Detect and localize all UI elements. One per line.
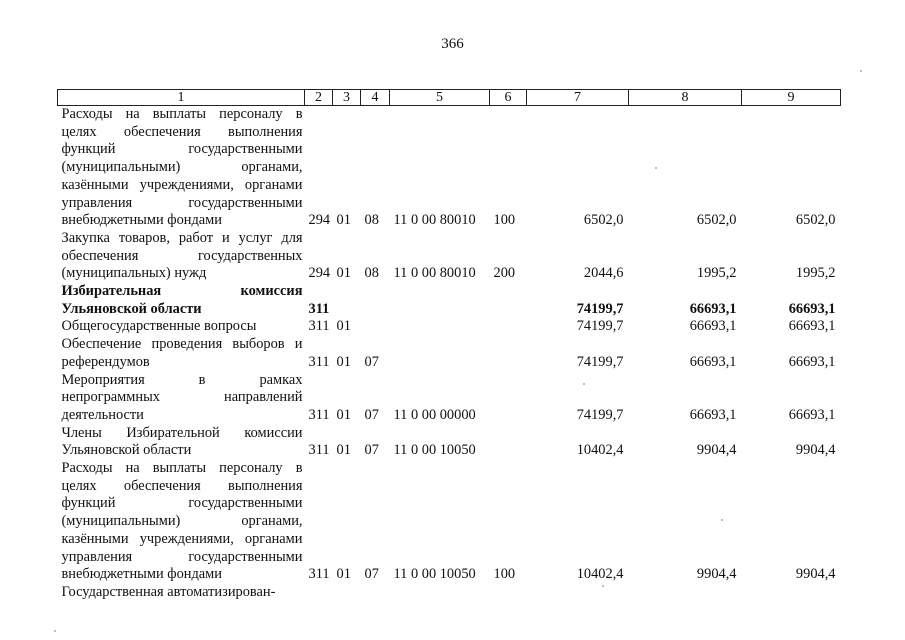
scan-speck bbox=[583, 383, 585, 385]
cell-col-7: 2044,6 bbox=[583, 265, 624, 282]
scan-speck bbox=[602, 585, 604, 587]
cell-col-2: 294 bbox=[308, 265, 331, 282]
cell-col-9: 9904,4 bbox=[795, 442, 836, 459]
cell-col-8: 9904,4 bbox=[696, 566, 737, 583]
header-row bbox=[58, 90, 841, 106]
table-body bbox=[58, 106, 841, 602]
cell-col-5: 11 0 00 80010 bbox=[393, 212, 476, 229]
cell-col-7: 6502,0 bbox=[583, 212, 624, 229]
cell-col-5: 11 0 00 10050 bbox=[393, 442, 476, 459]
row-description: Закупка товаров, работ и услуг для обеспечения государственных (муниципальных) нужд bbox=[61, 229, 303, 282]
cell-col-6: 100 bbox=[493, 212, 516, 229]
cell-col-2: 294 bbox=[308, 212, 331, 229]
cell-col-2: 311 bbox=[308, 318, 330, 335]
cell-col-9: 66693,1 bbox=[788, 406, 836, 423]
cell-col-7: 74199,7 bbox=[576, 318, 624, 335]
cell-col-9: 1995,2 bbox=[795, 265, 836, 282]
cell-col-6 bbox=[490, 283, 527, 318]
row-description: Члены Избирательной комиссии Ульяновской области bbox=[61, 424, 303, 459]
row-description: Государственная автоматизирован- bbox=[61, 583, 276, 600]
cell-col-2 bbox=[305, 584, 333, 602]
cell-col-3: 01 bbox=[336, 406, 351, 423]
cell-col-8: 9904,4 bbox=[696, 442, 737, 459]
cell-col-3: 01 bbox=[336, 265, 351, 282]
budget-table bbox=[57, 89, 841, 602]
row-description: Общегосударственные вопросы bbox=[61, 318, 257, 335]
table-row bbox=[58, 230, 841, 283]
cell-col-8: 66693,1 bbox=[689, 406, 737, 423]
cell-col-9: 66693,1 bbox=[788, 300, 836, 317]
column-header-3: 3 bbox=[333, 90, 361, 106]
scan-speck bbox=[860, 70, 862, 72]
cell-col-9: 9904,4 bbox=[795, 566, 836, 583]
cell-col-7: 10402,4 bbox=[576, 566, 624, 583]
scan-speck bbox=[721, 519, 723, 521]
cell-col-5 bbox=[390, 584, 490, 602]
page-number: 366 bbox=[441, 36, 464, 52]
cell-col-5: 11 0 00 00000 bbox=[393, 406, 476, 423]
cell-col-7: 10402,4 bbox=[576, 442, 624, 459]
cell-col-4: 07 bbox=[364, 353, 379, 370]
cell-col-2: 311 bbox=[308, 353, 330, 370]
row-description: Расходы на выплаты персоналу в целях обеспечения выполнения функций государственными (муниципальными) органами, казёнными учреждениями, органами управления государственными внебюджетными фондами bbox=[61, 460, 303, 583]
cell-col-7: 74199,7 bbox=[576, 353, 624, 370]
cell-col-3: 01 bbox=[336, 353, 351, 370]
table-row bbox=[58, 372, 841, 425]
cell-col-6 bbox=[490, 318, 527, 336]
cell-col-2: 311 bbox=[308, 566, 330, 583]
row-description: Мероприятия в рамках непрограммных направлений деятельности bbox=[61, 371, 303, 423]
cell-col-9: 6502,0 bbox=[795, 212, 836, 229]
cell-col-2: 311 bbox=[308, 442, 330, 459]
cell-col-4: 08 bbox=[364, 212, 379, 229]
cell-col-4: 07 bbox=[364, 566, 379, 583]
cell-col-7: 74199,7 bbox=[576, 406, 624, 423]
column-header-8: 8 bbox=[629, 90, 742, 106]
cell-col-4 bbox=[361, 283, 390, 318]
cell-col-6 bbox=[490, 372, 527, 425]
table-row bbox=[58, 460, 841, 584]
cell-col-3: 01 bbox=[336, 212, 351, 229]
cell-col-5: 11 0 00 80010 bbox=[393, 265, 476, 282]
cell-col-9 bbox=[742, 584, 841, 602]
row-description: Обеспечение проведения выборов и референдумов bbox=[61, 336, 303, 370]
table-row bbox=[58, 425, 841, 460]
scan-speck bbox=[655, 167, 657, 169]
table-row bbox=[58, 283, 841, 318]
table-row bbox=[58, 106, 841, 230]
cell-col-8: 1995,2 bbox=[696, 265, 737, 282]
column-header-2: 2 bbox=[305, 90, 333, 106]
cell-col-5 bbox=[390, 336, 490, 371]
cell-col-5: 11 0 00 10050 bbox=[393, 566, 476, 583]
column-header-5: 5 bbox=[390, 90, 490, 106]
cell-col-5 bbox=[390, 318, 490, 336]
cell-col-9: 66693,1 bbox=[788, 318, 836, 335]
cell-col-8: 6502,0 bbox=[696, 212, 737, 229]
cell-col-4: 08 bbox=[364, 265, 379, 282]
column-header-7: 7 bbox=[527, 90, 629, 106]
cell-col-6: 200 bbox=[493, 265, 516, 282]
cell-col-4: 07 bbox=[364, 406, 379, 423]
table-row bbox=[58, 336, 841, 371]
cell-col-3: 01 bbox=[336, 566, 351, 583]
cell-col-6 bbox=[490, 584, 527, 602]
cell-col-8: 66693,1 bbox=[689, 353, 737, 370]
row-description: Расходы на выплаты персоналу в целях обеспечения выполнения функций государственными (муниципальными) органами, казёнными учреждениями, органами управления государственными внебюджетными фондами bbox=[61, 106, 303, 229]
cell-col-3 bbox=[333, 584, 361, 602]
cell-col-3 bbox=[333, 283, 361, 318]
cell-col-6: 100 bbox=[493, 566, 516, 583]
scan-speck bbox=[54, 630, 56, 632]
cell-col-7 bbox=[527, 584, 629, 602]
cell-col-8 bbox=[629, 584, 742, 602]
column-header-1: 1 bbox=[58, 90, 305, 106]
cell-col-8: 66693,1 bbox=[689, 300, 737, 317]
column-header-9: 9 bbox=[742, 90, 841, 106]
cell-col-6 bbox=[490, 425, 527, 460]
cell-col-3: 01 bbox=[336, 318, 351, 335]
cell-col-2: 311 bbox=[308, 406, 330, 423]
cell-col-4 bbox=[361, 584, 390, 602]
cell-col-8: 66693,1 bbox=[689, 318, 737, 335]
cell-col-4 bbox=[361, 318, 390, 336]
column-header-4: 4 bbox=[361, 90, 390, 106]
cell-col-4: 07 bbox=[364, 442, 379, 459]
cell-col-6 bbox=[490, 336, 527, 371]
cell-col-2: 311 bbox=[308, 300, 330, 317]
column-header-6: 6 bbox=[490, 90, 527, 106]
cell-col-7: 74199,7 bbox=[576, 300, 624, 317]
row-description: Избирательная комиссия Ульяновской области bbox=[61, 283, 303, 317]
cell-col-3: 01 bbox=[336, 442, 351, 459]
cell-col-9: 66693,1 bbox=[788, 353, 836, 370]
cell-col-5 bbox=[390, 283, 490, 318]
table-row bbox=[58, 318, 841, 336]
table-row bbox=[58, 584, 841, 602]
